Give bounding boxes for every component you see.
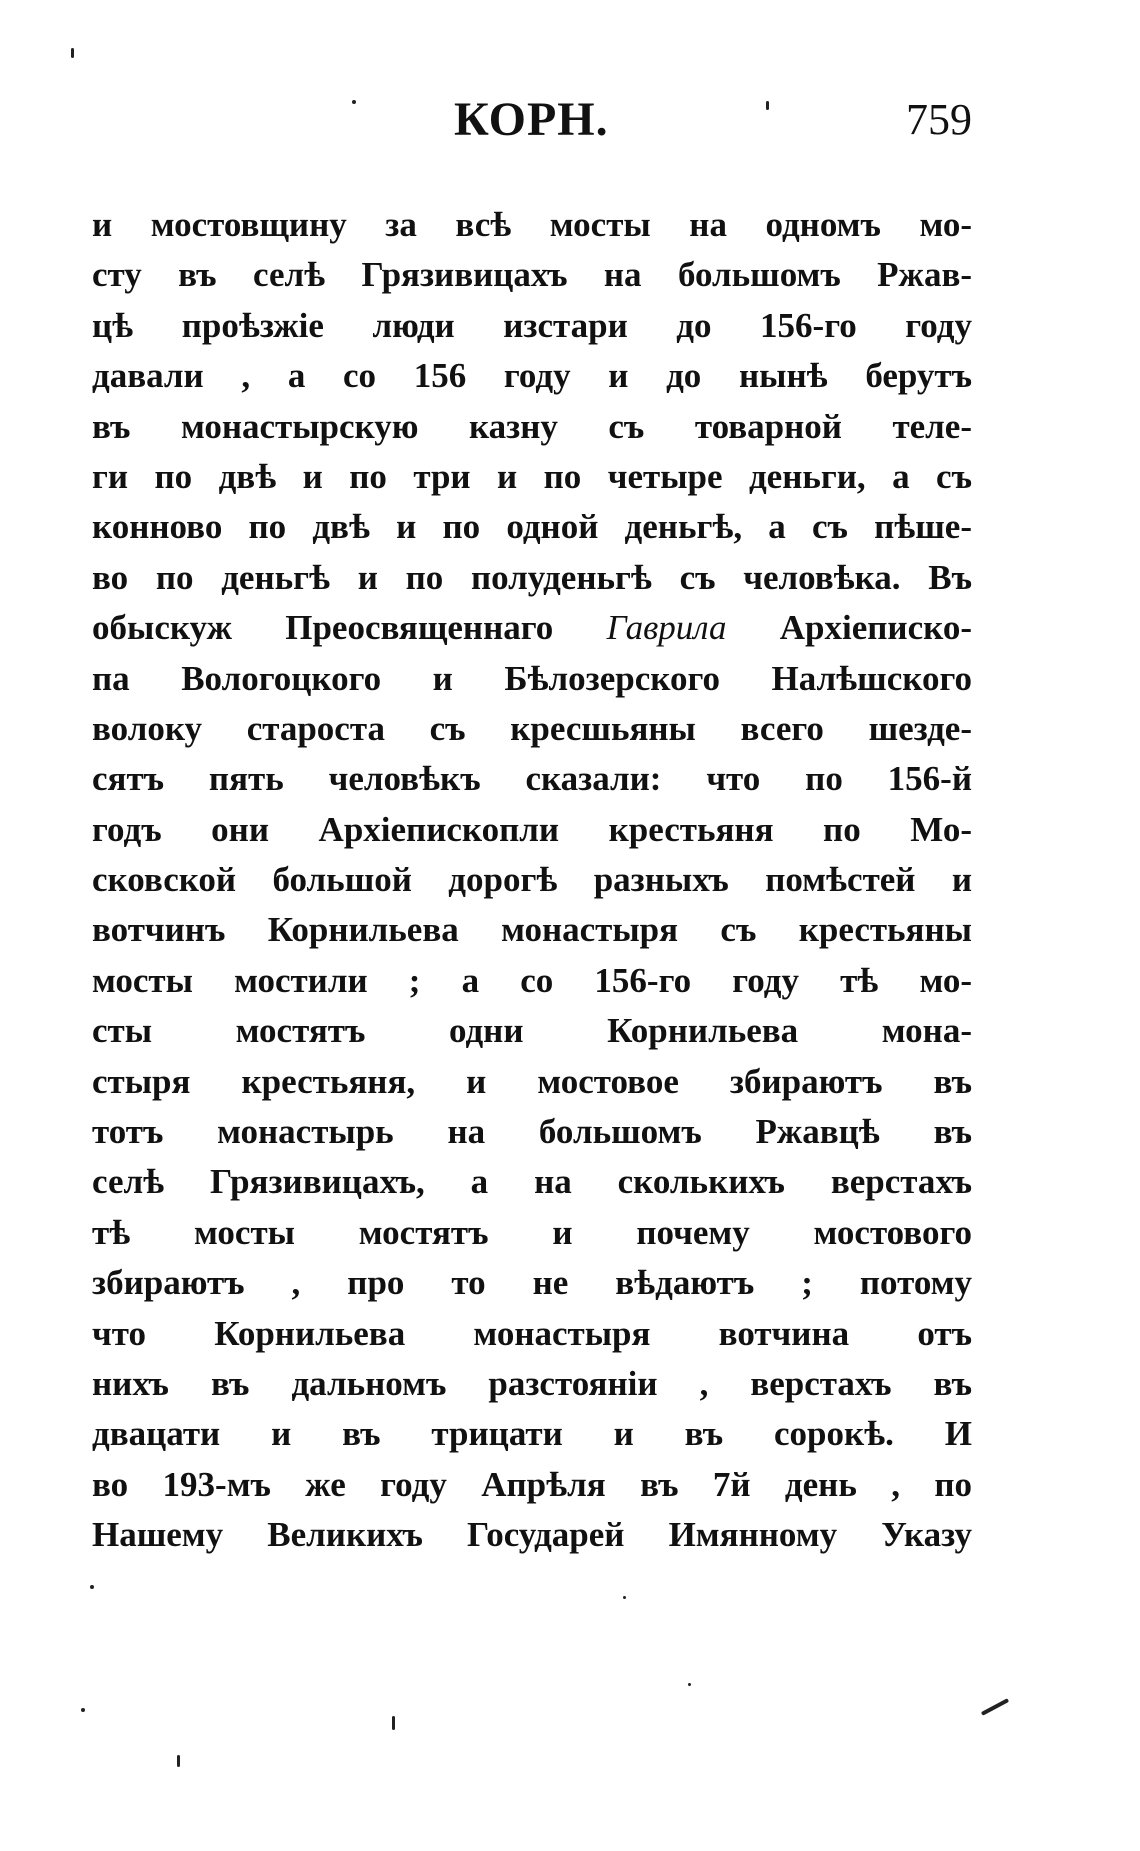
text-line: мосты мостили ; а со 156-го году тѣ мо- [92,960,972,1000]
text-line: стыря крестьяня, и мостовое збираютъ въ [92,1061,972,1101]
body-text [92,200,972,1561]
text-line: сятъ пять человѣкъ сказали: что по 156-й [92,759,972,799]
italic-name: Гаврила [606,608,727,648]
text-line: во по деньгѣ и по полуденьгѣ съ человѣка. Въ [92,557,972,597]
text-line: цѣ проѣзжіе люди изстари до 156-го году [92,305,972,345]
scan-speck [981,1698,1009,1716]
scan-speck [90,1585,94,1589]
text-line: давали , а со 156 году и до нынѣ берутъ [92,356,972,396]
scan-speck [177,1755,180,1767]
page-header [92,92,972,162]
scan-speck [392,1716,395,1730]
text-run: Архіеписко- [726,608,972,648]
scan-speck [766,101,769,110]
text-line: тотъ монастырь на большомъ Ржавцѣ въ [92,1112,972,1152]
scan-speck [623,1596,626,1599]
text-line [92,603,972,653]
scan-speck [81,1708,85,1712]
text-line: па Вологоцкого и Бѣлозерского Налѣшского [92,658,972,698]
page-number: 759 [906,95,972,144]
text-line: сковской большой дорогѣ разныхъ помѣстей и [92,860,972,900]
text-line: Нашему Великихъ Государей Имянному Указу [92,1515,972,1555]
text-line: во 193-мъ же году Апрѣля въ 7й день , по [92,1464,972,1504]
running-head: КОРН. [454,93,609,146]
text-line: селѣ Грязивицахъ, а на сколькихъ верстахъ [92,1162,972,1202]
scan-speck [352,100,356,104]
text-line: волоку староста съ кресшьяны всего шезде- [92,708,972,748]
text-line: вотчинъ Корнильева монастыря съ крестьяны [92,910,972,950]
text-line: сту въ селѣ Грязивицахъ на большомъ Ржав- [92,255,972,295]
text-line: сты мостятъ одни Корнильева мона- [92,1011,972,1051]
scan-speck [71,48,74,58]
text-line: годъ они Архіепископли крестьяня по Мо- [92,809,972,849]
text-line: тѣ мосты мостятъ и почему мостового [92,1212,972,1252]
text-line: ги по двѣ и по три и по четыре деньги, а съ [92,456,972,496]
text-line: что Корнильева монастыря вотчина отъ [92,1313,972,1353]
text-line: збираютъ , про то не вѣдаютъ ; потому [92,1263,972,1303]
scan-speck [688,1683,691,1686]
text-line: въ монастырскую казну съ товарной теле- [92,406,972,446]
text-line: и мостовщину за всѣ мосты на одномъ мо- [92,205,972,244]
text-line: конново по двѣ и по одной деньгѣ, а съ пѣше- [92,507,972,547]
text-line: двацати и въ трицати и въ сорокѣ. И [92,1414,972,1454]
text-run: обыскуж Преосвященнаго [92,608,607,648]
text-line: нихъ въ дальномъ разстояніи , верстахъ въ [92,1363,972,1403]
